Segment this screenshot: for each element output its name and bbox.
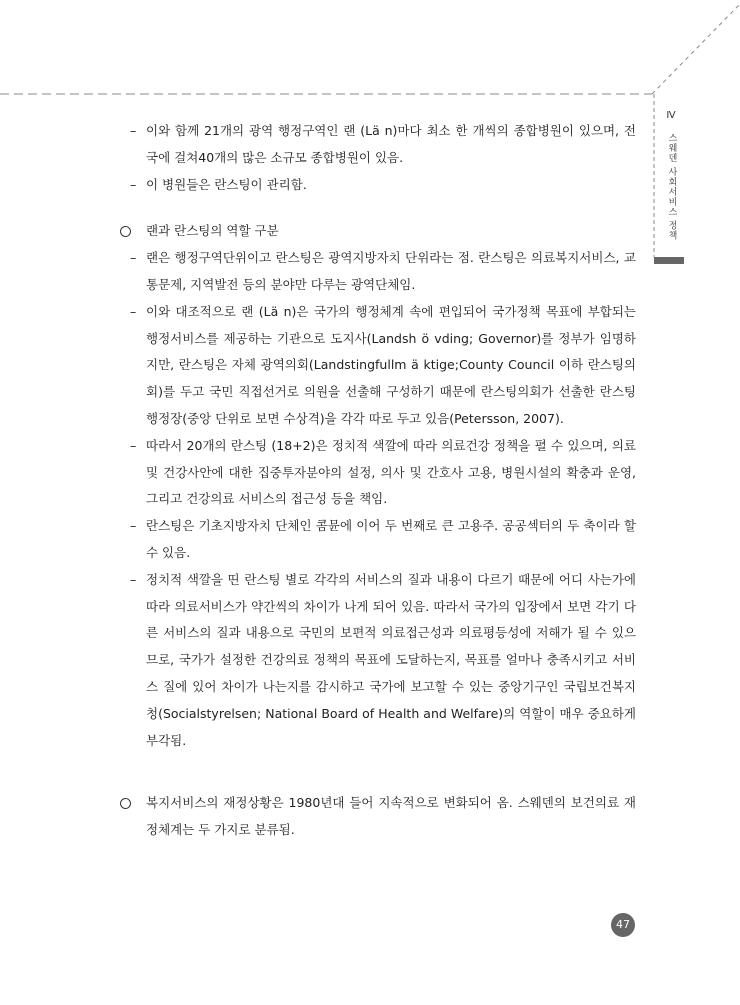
dash-item: – 정치적 색깔을 띤 란스팅 별로 각각의 서비스의 질과 내용이 다르기 때문에 어디 사는가에 따라 의료서비스가 약간씩의 차이가 나게 되어 있음. 따라서 국가의 입장에서 보면 각기 다른 서비스의 질과 내용으로 국민의 보편적 의료접근성과 의료평등성에 저해가 될 수 있으므로, 국가가 설정한 건강의료 정책의 목표에 도달하는지, 목표를 얼마나 충족시키고 서비스 질에 있어 차이가 나는지를 감시하고 국가에 보고할 수 있는 중앙기구인 국립보건복지청(Socialstyrelsen; National Board of Health and Welfare)의 역할이 매우 중요하게 부각됨. xyxy=(118,567,636,755)
header-diagonal-dashed-line xyxy=(652,4,740,94)
circle-bullet-heading: 랜과 란스팅의 역할 구분 xyxy=(118,218,636,245)
dash-item: – 이와 대조적으로 랜 (Lä n)은 국가의 행정체계 속에 편입되어 국가정책 목표에 부합되는 행정서비스를 제공하는 기관으로 도지사(Landsh ö vding; Governor)를 정부가 임명하지만, 란스팅은 자체 광역의회(Landstingfullm ä ktige;County Council 이하 란스팅의회)를 두고 국민 직접선거로 의원을 선출해 구성하기 때문에 란스팅의회가 선출한 란스팅 행정장(중앙 단위로 보면 수상격)을 각각 따로 두고 있음(Petersson, 2007). xyxy=(118,299,636,433)
dash-item: – 란스팅은 기초지방자치 단체인 콤뮨에 이어 두 번째로 큰 고용주. 공공섹터의 두 축이라 할 수 있음. xyxy=(118,513,636,567)
body-text xyxy=(118,118,636,844)
chapter-title: 스웨덴 사회서비스 정책 xyxy=(666,133,677,241)
chapter-number: Ⅳ xyxy=(666,110,676,121)
page-number: 47 xyxy=(611,913,635,937)
chapter-tab-bar xyxy=(654,257,684,264)
chapter-tab xyxy=(656,110,686,241)
circle-bullet-item: 복지서비스의 재정상황은 1980년대 들어 지속적으로 변화되어 옴. 스웨덴의 보건의료 재정체계는 두 가지로 분류됨. xyxy=(118,790,636,844)
dash-item: – 따라서 20개의 란스팅 (18+2)은 정치적 색깔에 따라 의료건강 정책을 펼 수 있으며, 의료 및 건강사안에 대한 집중투자분야의 설정, 의사 및 간호사 고용, 병원시설의 확충과 운영, 그리고 건강의료 서비스의 접근성 등을 책임. xyxy=(118,433,636,513)
dash-item: – 이와 함께 21개의 광역 행정구역인 랜 (Lä n)마다 최소 한 개씩의 종합병원이 있으며, 전국에 걸쳐40개의 많은 소규모 종합병원이 있음. xyxy=(118,118,636,172)
dash-item: – 랜은 행정구역단위이고 란스팅은 광역지방자치 단위라는 점. 란스팅은 의료복지서비스, 교통문제, 지역발전 등의 분야만 다루는 광역단체임. xyxy=(118,245,636,299)
dash-item: – 이 병원들은 란스팅이 관리함. xyxy=(118,172,636,199)
